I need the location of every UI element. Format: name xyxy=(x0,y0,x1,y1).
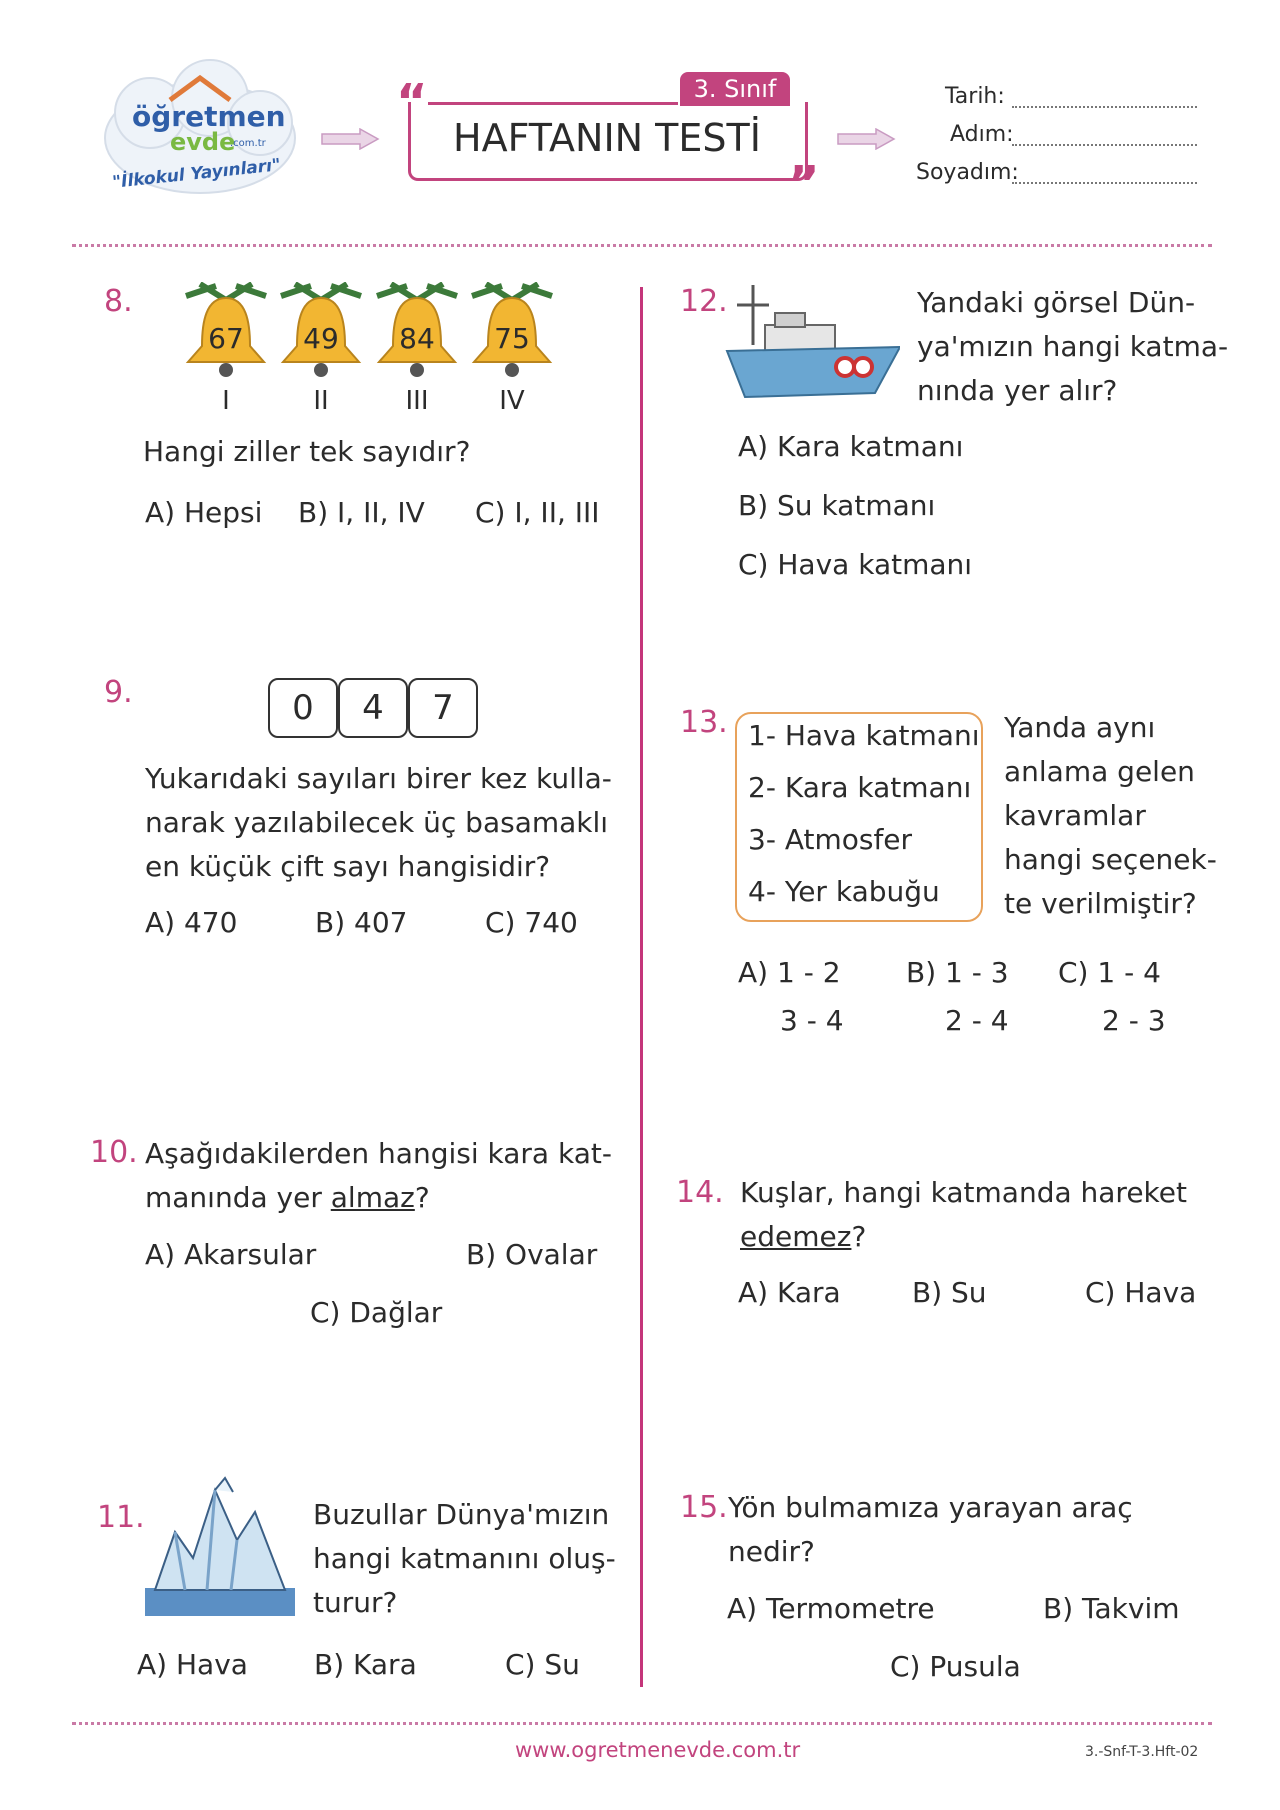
digit-card: 7 xyxy=(408,678,478,738)
bell-label: II xyxy=(313,386,329,416)
q12-option-a[interactable]: A) Kara katmanı xyxy=(738,430,964,463)
bell-number: 49 xyxy=(303,322,339,355)
q13-line: te verilmiştir? xyxy=(1004,887,1197,920)
q11-line: turur? xyxy=(313,1586,398,1619)
q11-option-a[interactable]: A) Hava xyxy=(137,1648,248,1681)
q12-line: Yandaki görsel Dün- xyxy=(917,286,1196,319)
q13-box-item: 1- Hava katmanı xyxy=(748,719,980,752)
q8-option-a[interactable]: A) Hepsi xyxy=(145,496,263,529)
q12-option-b[interactable]: B) Su katmanı xyxy=(738,489,936,522)
digit-card: 0 xyxy=(268,678,338,738)
q10-number: 10. xyxy=(90,1135,138,1170)
q13-box-item: 4- Yer kabuğu xyxy=(748,875,940,908)
q13-box-item: 3- Atmosfer xyxy=(748,823,913,856)
q14-line xyxy=(740,1215,866,1259)
close-quote-icon: ” xyxy=(788,156,820,212)
q15-line: Yön bulmamıza yarayan araç xyxy=(728,1491,1133,1524)
bell-number: 67 xyxy=(208,322,244,355)
q8-option-b[interactable]: B) I, II, IV xyxy=(298,496,425,529)
q11-number: 11. xyxy=(97,1500,145,1535)
bell-item xyxy=(371,282,463,432)
q13-option-a-pair: 3 - 4 xyxy=(780,1004,844,1037)
field-date-label: Tarih: xyxy=(945,84,1005,109)
q9-line: en küçük çift sayı hangisidir? xyxy=(145,850,551,883)
q10-line: Aşağıdakilerden hangisi kara kat- xyxy=(145,1137,612,1170)
q15-line: nedir? xyxy=(728,1535,815,1568)
q15-option-c[interactable]: C) Pusula xyxy=(890,1650,1021,1683)
grade-badge: 3. Sınıf xyxy=(680,72,790,106)
q14-emphasis: edemez xyxy=(740,1220,852,1253)
q14-option-c[interactable]: C) Hava xyxy=(1085,1276,1197,1309)
q15-option-b[interactable]: B) Takvim xyxy=(1043,1592,1180,1625)
q13-option-b-pair: 2 - 4 xyxy=(945,1004,1009,1037)
q10-line xyxy=(145,1176,430,1220)
field-date-line[interactable] xyxy=(1012,106,1197,108)
q13-line: hangi seçenek- xyxy=(1004,843,1217,876)
q11-line: hangi katmanını oluş- xyxy=(313,1542,616,1575)
header-separator xyxy=(72,244,1212,247)
page-title: HAFTANIN TESTİ xyxy=(453,116,761,160)
logo-line1: öğretmen xyxy=(132,100,286,133)
q13-option-a[interactable]: A) 1 - 2 xyxy=(738,956,841,989)
field-name-label: Adım: xyxy=(950,122,1014,147)
q12-option-c[interactable]: C) Hava katmanı xyxy=(738,548,973,581)
q13-line: kavramlar xyxy=(1004,799,1146,832)
q12-line: ya'mızın hangi katma- xyxy=(917,330,1229,363)
field-surname-label: Soyadım: xyxy=(916,160,1019,185)
open-quote-icon: “ xyxy=(396,74,428,130)
q10-emphasis: almaz xyxy=(330,1181,415,1214)
q9-option-a[interactable]: A) 470 xyxy=(145,906,238,939)
q13-number: 13. xyxy=(680,705,728,740)
q9-option-c[interactable]: C) 740 xyxy=(485,906,578,939)
q13-option-b[interactable]: B) 1 - 3 xyxy=(906,956,1009,989)
glacier-icon xyxy=(145,1470,295,1620)
q14-option-a[interactable]: A) Kara xyxy=(738,1276,841,1309)
bell-item xyxy=(466,282,558,432)
digit-card: 4 xyxy=(338,678,408,738)
q13-line: anlama gelen xyxy=(1004,755,1195,788)
bell-label: III xyxy=(405,386,429,416)
arrow-right-icon xyxy=(320,128,380,150)
q13-box-item: 2- Kara katmanı xyxy=(748,771,972,804)
column-divider xyxy=(640,287,643,1687)
q14-number: 14. xyxy=(676,1175,724,1210)
q10-option-a[interactable]: A) Akarsular xyxy=(145,1238,317,1271)
footer-separator xyxy=(72,1722,1212,1725)
q15-number: 15. xyxy=(680,1490,728,1525)
q10-option-c[interactable]: C) Dağlar xyxy=(310,1296,443,1329)
ship-icon xyxy=(725,285,900,405)
q13-option-c[interactable]: C) 1 - 4 xyxy=(1058,956,1161,989)
bell-number: 75 xyxy=(494,322,530,355)
q11-option-c[interactable]: C) Su xyxy=(505,1648,580,1681)
bell-label: I xyxy=(222,386,230,416)
q9-line: Yukarıdaki sayıları birer kez kulla- xyxy=(145,762,612,795)
field-surname-line[interactable] xyxy=(1012,182,1197,184)
q13-option-c-pair: 2 - 3 xyxy=(1102,1004,1166,1037)
logo-domain: .com.tr xyxy=(230,138,266,149)
q9-number: 9. xyxy=(104,675,133,710)
q14-line-end: ? xyxy=(851,1220,867,1253)
q14-option-b[interactable]: B) Su xyxy=(912,1276,987,1309)
arrow-right-icon xyxy=(836,128,896,150)
field-name-line[interactable] xyxy=(1012,144,1197,146)
q8-question: Hangi ziller tek sayıdır? xyxy=(143,435,471,468)
bell-item xyxy=(275,282,367,432)
q9-option-b[interactable]: B) 407 xyxy=(315,906,408,939)
q8-number: 8. xyxy=(104,284,133,319)
document-code: 3.-Snf-T-3.Hft-02 xyxy=(1085,1744,1199,1760)
q10-line-end: ? xyxy=(414,1181,430,1214)
logo-line2: evde xyxy=(170,128,236,156)
publisher-logo xyxy=(100,58,300,208)
footer-url[interactable]: www.ogretmenevde.com.tr xyxy=(515,1738,801,1762)
q10-line-start: manında yer xyxy=(145,1181,331,1214)
bell-item xyxy=(180,282,272,432)
title-frame-top xyxy=(428,102,678,105)
logo-subtitle: "İlkokul Yayınları" xyxy=(111,155,282,193)
q12-line: nında yer alır? xyxy=(917,374,1118,407)
q10-option-b[interactable]: B) Ovalar xyxy=(466,1238,598,1271)
bell-number: 84 xyxy=(399,322,435,355)
q11-option-b[interactable]: B) Kara xyxy=(314,1648,417,1681)
q9-line: narak yazılabilecek üç basamaklı xyxy=(145,806,609,839)
q13-line: Yanda aynı xyxy=(1004,711,1156,744)
q15-option-a[interactable]: A) Termometre xyxy=(727,1592,935,1625)
q11-line: Buzullar Dünya'mızın xyxy=(313,1498,610,1531)
q8-option-c[interactable]: C) I, II, III xyxy=(475,496,600,529)
q12-number: 12. xyxy=(680,284,728,319)
q14-line: Kuşlar, hangi katmanda hareket xyxy=(740,1176,1187,1209)
bell-label: IV xyxy=(499,386,525,416)
